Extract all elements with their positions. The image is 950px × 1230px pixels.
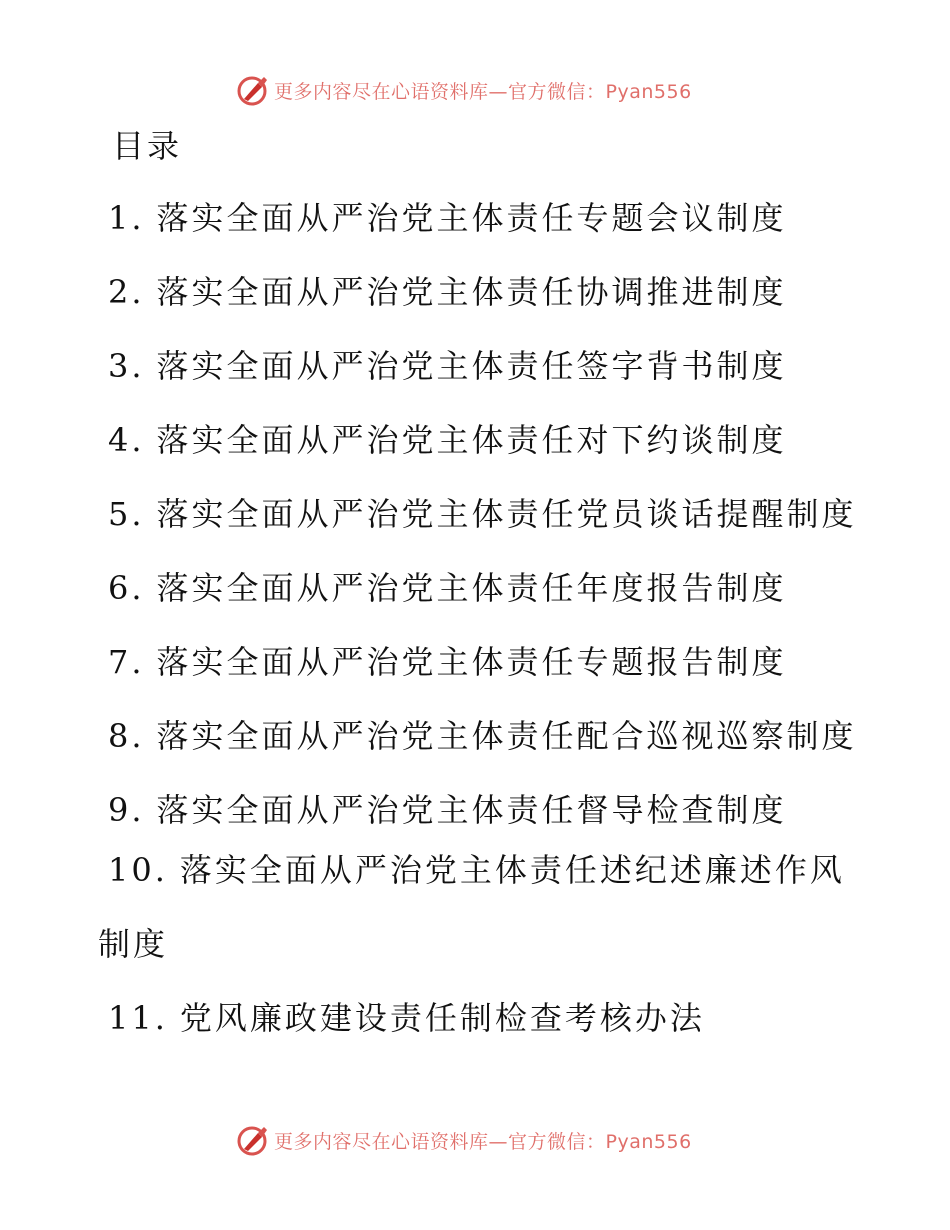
- toc-item: [108, 196, 868, 240]
- toc-item-number: 4.: [108, 421, 145, 459]
- toc-item-continuation: 制度: [98, 925, 169, 963]
- toc-item-text: 落实全面从严治党主体责任党员谈话提醒制度: [156, 495, 857, 533]
- toc-item-text: 落实全面从严治党主体责任专题报告制度: [156, 643, 787, 681]
- toc-item-text: 落实全面从严治党主体责任述纪述廉述作风: [179, 851, 845, 889]
- toc-item: [108, 714, 868, 758]
- watermark-footer: [236, 1122, 692, 1158]
- toc-item-number: 2.: [108, 273, 145, 311]
- toc-item-number: 3.: [108, 347, 145, 385]
- toc-item: [108, 492, 868, 536]
- toc-item: [108, 418, 868, 462]
- toc-item-number: 9.: [108, 791, 145, 829]
- toc-item-number: 11.: [108, 999, 168, 1037]
- toc-item: [108, 640, 868, 684]
- toc-item-text: 落实全面从严治党主体责任专题会议制度: [156, 199, 787, 237]
- toc-item: [108, 270, 868, 314]
- toc-item-text: 落实全面从严治党主体责任对下约谈制度: [156, 421, 787, 459]
- toc-item-text: 落实全面从严治党主体责任签字背书制度: [156, 347, 787, 385]
- pen-logo-icon: [236, 1123, 270, 1157]
- toc-item-line: [98, 848, 858, 892]
- toc-item-number: 7.: [108, 643, 145, 681]
- toc-item: [108, 344, 868, 388]
- watermark-text: 更多内容尽在心语资料库—官方微信：Pyan556: [274, 1130, 692, 1153]
- pen-logo-icon: [236, 73, 270, 107]
- toc-item-number: 6.: [108, 569, 145, 607]
- toc-item: [108, 566, 868, 610]
- watermark-header: [236, 72, 692, 108]
- toc-item-number: 5.: [108, 495, 145, 533]
- toc-title: 目录: [112, 127, 183, 165]
- watermark-text: 更多内容尽在心语资料库—官方微信：Pyan556: [274, 80, 692, 103]
- toc-item: [98, 848, 858, 966]
- toc-item-number: 10.: [108, 851, 168, 889]
- toc-item-number: 1.: [108, 199, 145, 237]
- toc-item: [108, 996, 868, 1040]
- toc-item-text: 落实全面从严治党主体责任协调推进制度: [156, 273, 787, 311]
- toc-item-text: 落实全面从严治党主体责任年度报告制度: [156, 569, 787, 607]
- toc-item-number: 8.: [108, 717, 145, 755]
- toc-item: [108, 788, 868, 832]
- toc-item-text: 落实全面从严治党主体责任配合巡视巡察制度: [156, 717, 857, 755]
- toc-item-text: 落实全面从严治党主体责任督导检查制度: [156, 791, 787, 829]
- toc-item-text: 党风廉政建设责任制检查考核办法: [179, 999, 705, 1037]
